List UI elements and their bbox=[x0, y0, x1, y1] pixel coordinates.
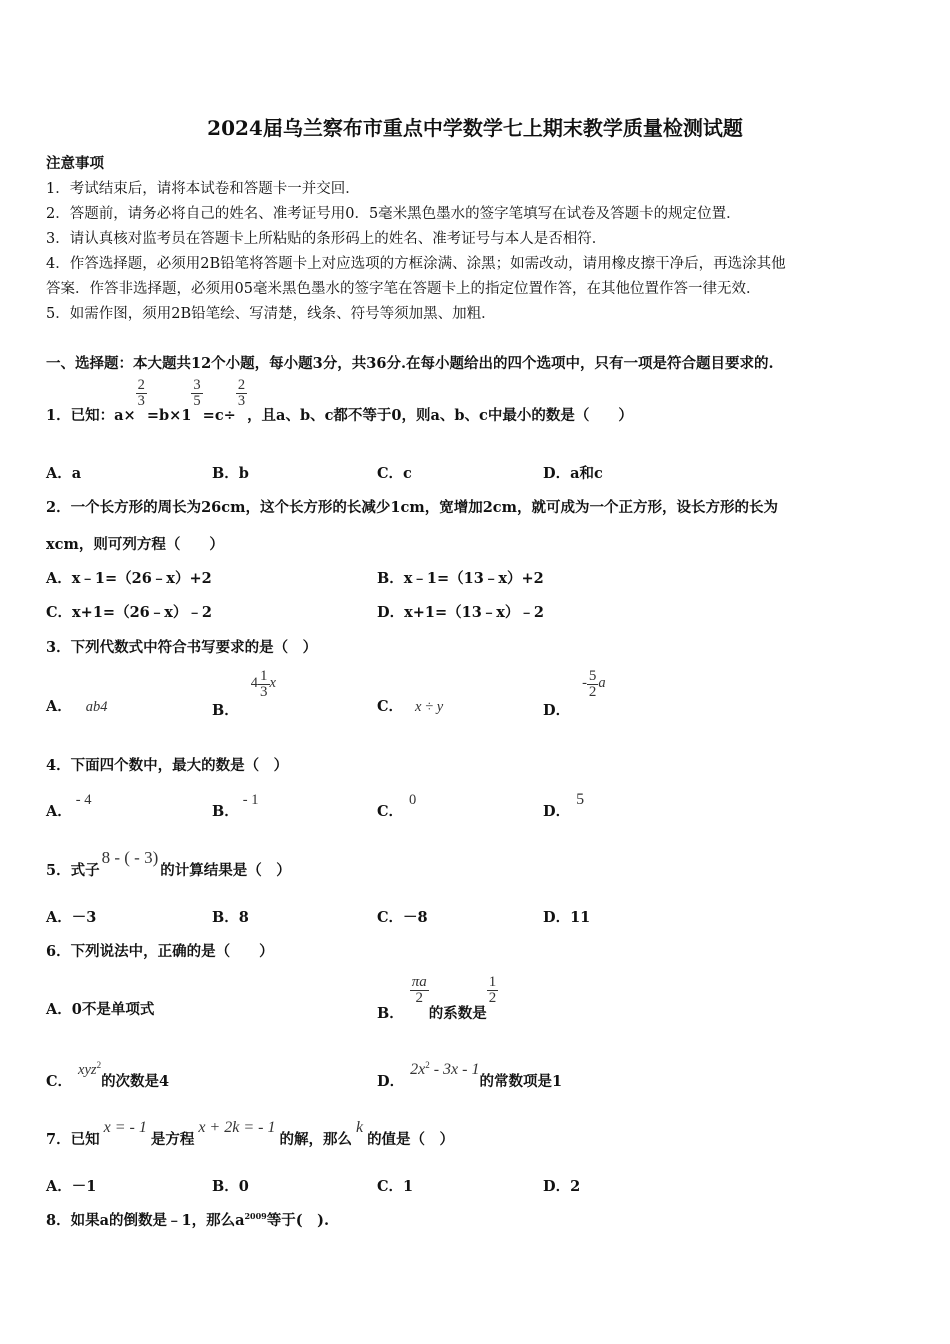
question-6: 6．下列说法中，正确的是（ ） bbox=[46, 943, 274, 960]
question-1 bbox=[46, 377, 633, 424]
q3-c-expr: x ÷ y bbox=[415, 699, 444, 715]
question-2-line-2: xcm，则可列方程（ ） bbox=[46, 536, 224, 553]
q3-d-fraction: $\frac{5}{2}$ bbox=[588, 668, 597, 700]
question-8: 8．如果a的倒数是﹣1，那么$a^{2009}$等于( ). bbox=[46, 1211, 330, 1229]
q2-option-c: C．x+1=（26﹣x）﹣2 bbox=[46, 604, 212, 621]
q5-option-a: A．－3 bbox=[46, 909, 97, 926]
notice-line-2: 2．答题前，请务必将自己的姓名、准考证号用0．5毫米黑色墨水的签字笔填写在试卷及答题卡的规定位置． bbox=[46, 206, 741, 222]
q7-expr-2: x + 2k = - 1 bbox=[198, 1119, 276, 1136]
q3-a-expr: ab4 bbox=[85, 699, 108, 715]
question-4: 4．下面四个数中，最大的数是（ ） bbox=[46, 757, 289, 774]
notice-line-4a: 4．作答选择题，必须用2B铅笔将答题卡上对应选项的方框涂满、涂黑；如需改动，请用橡皮擦干净后，再选涂其他 bbox=[46, 256, 786, 272]
q4-option-b: B．- 1 bbox=[212, 792, 259, 820]
q1-fraction-1: $\frac{2}{3}$ bbox=[137, 377, 145, 409]
q6-option-d: D．$2x^2 - 3x - 1$的常数项是1 bbox=[377, 1060, 563, 1090]
q4-option-a: A．- 4 bbox=[46, 792, 92, 820]
q5-option-b: B．8 bbox=[212, 909, 249, 926]
page-title: 2024届乌兰察布市重点中学数学七上期末教学质量检测试题 bbox=[207, 116, 743, 140]
q2-option-d: D．x+1=（13﹣x）﹣2 bbox=[377, 604, 545, 621]
question-2-line-1: 2．一个长方形的周长为26cm，这个长方形的长减少1cm，宽增加2cm，就可成为一个正方形，设长方形的长为 bbox=[46, 499, 778, 516]
q2-option-a: A．x﹣1=（26﹣x）+2 bbox=[46, 570, 212, 587]
q6-option-a: A．0不是单项式 bbox=[46, 1001, 155, 1018]
q1-text-2: =b×1 bbox=[146, 407, 192, 424]
q1-text-4: ，且a、b、c都不等于0，则a、b、c中最小的数是（ ） bbox=[247, 407, 633, 424]
q3-option-b: B．4 $\frac{1}{3}$ x bbox=[212, 668, 276, 719]
q1-fraction-3: $\frac{2}{3}$ bbox=[237, 377, 246, 409]
q7-option-d: D．2 bbox=[543, 1178, 581, 1195]
q1-option-a: A．a bbox=[46, 465, 82, 482]
q1-option-d: D．a和c bbox=[543, 465, 603, 482]
notice-line-5: 5．如需作图，须用2B铅笔绘、写清楚，线条、符号等须加黑、加粗． bbox=[46, 306, 496, 322]
notice-line-4b: 答案．作答非选择题，必须用05毫米黑色墨水的签字笔在答题卡上的指定位置作答，在其他位置作答一律无效． bbox=[46, 281, 761, 297]
q7-option-c: C．1 bbox=[377, 1178, 414, 1195]
q5-expr: 8 - ( - 3) bbox=[101, 848, 159, 867]
q7-option-a: A．－1 bbox=[46, 1178, 97, 1195]
q2-option-b: B．x﹣1=（13﹣x）+2 bbox=[377, 570, 544, 587]
q5-option-c: C．－8 bbox=[377, 909, 428, 926]
question-3: 3．下列代数式中符合书写要求的是（ ） bbox=[46, 639, 318, 656]
q1-fraction-2: $\frac{3}{5}$ bbox=[193, 377, 201, 409]
notice-line-1: 1．考试结束后，请将本试卷和答题卡一并交回． bbox=[46, 181, 360, 197]
q6-c-expr: xyz bbox=[78, 1062, 97, 1078]
q6-d-expr: 2x bbox=[410, 1061, 426, 1078]
q3-option-c: C． x ÷ y bbox=[377, 698, 444, 715]
q1-text-3: =c÷ bbox=[202, 407, 236, 424]
question-7: 7．已知x = - 1是方程x + 2k = - 1的解，那么k的值是（ ） bbox=[46, 1119, 455, 1148]
q1-option-b: B．b bbox=[212, 465, 249, 482]
q1-text-1: 1．已知：a× bbox=[46, 407, 136, 424]
section-heading: 一、选择题：本大题共12个小题，每小题3分，共36分.在每小题给出的四个选项中，只有一项是符合题目要求的. bbox=[46, 355, 774, 372]
q5-option-d: D．11 bbox=[543, 909, 591, 926]
notice-line-3: 3．请认真核对监考员在答题卡上所粘贴的条形码上的姓名、准考证号与本人是否相符． bbox=[46, 231, 607, 247]
q6-b-fraction: $\frac{\pi a}{2}$ bbox=[411, 974, 427, 1006]
q6-option-b: B． $\frac{\pi a}{2}$ 的系数是 $\frac{1}{2}$ bbox=[377, 974, 497, 1022]
q7-option-b: B．0 bbox=[212, 1178, 249, 1195]
question-5: 5．式子8 - ( - 3)的计算结果是（ ） bbox=[46, 848, 291, 879]
q3-b-fraction: $\frac{1}{3}$ bbox=[260, 668, 268, 700]
q7-expr-1: x = - 1 bbox=[103, 1119, 147, 1136]
q8-exponent: 2009 bbox=[244, 1211, 267, 1222]
q7-expr-3: k bbox=[355, 1119, 364, 1136]
q4-option-c: C．0 bbox=[377, 792, 417, 820]
q6-option-c: C．xyz$^2$的次数是4 bbox=[46, 1060, 170, 1090]
q3-option-d: D．- $\frac{5}{2}$ a bbox=[543, 668, 606, 719]
q6-b-coef-fraction: $\frac{1}{2}$ bbox=[488, 974, 497, 1006]
q4-option-d: D．5 bbox=[543, 791, 585, 820]
notice-heading: 注意事项 bbox=[46, 155, 104, 172]
q1-option-c: C．c bbox=[377, 465, 412, 482]
q3-option-a: A． ab4 bbox=[46, 698, 108, 715]
